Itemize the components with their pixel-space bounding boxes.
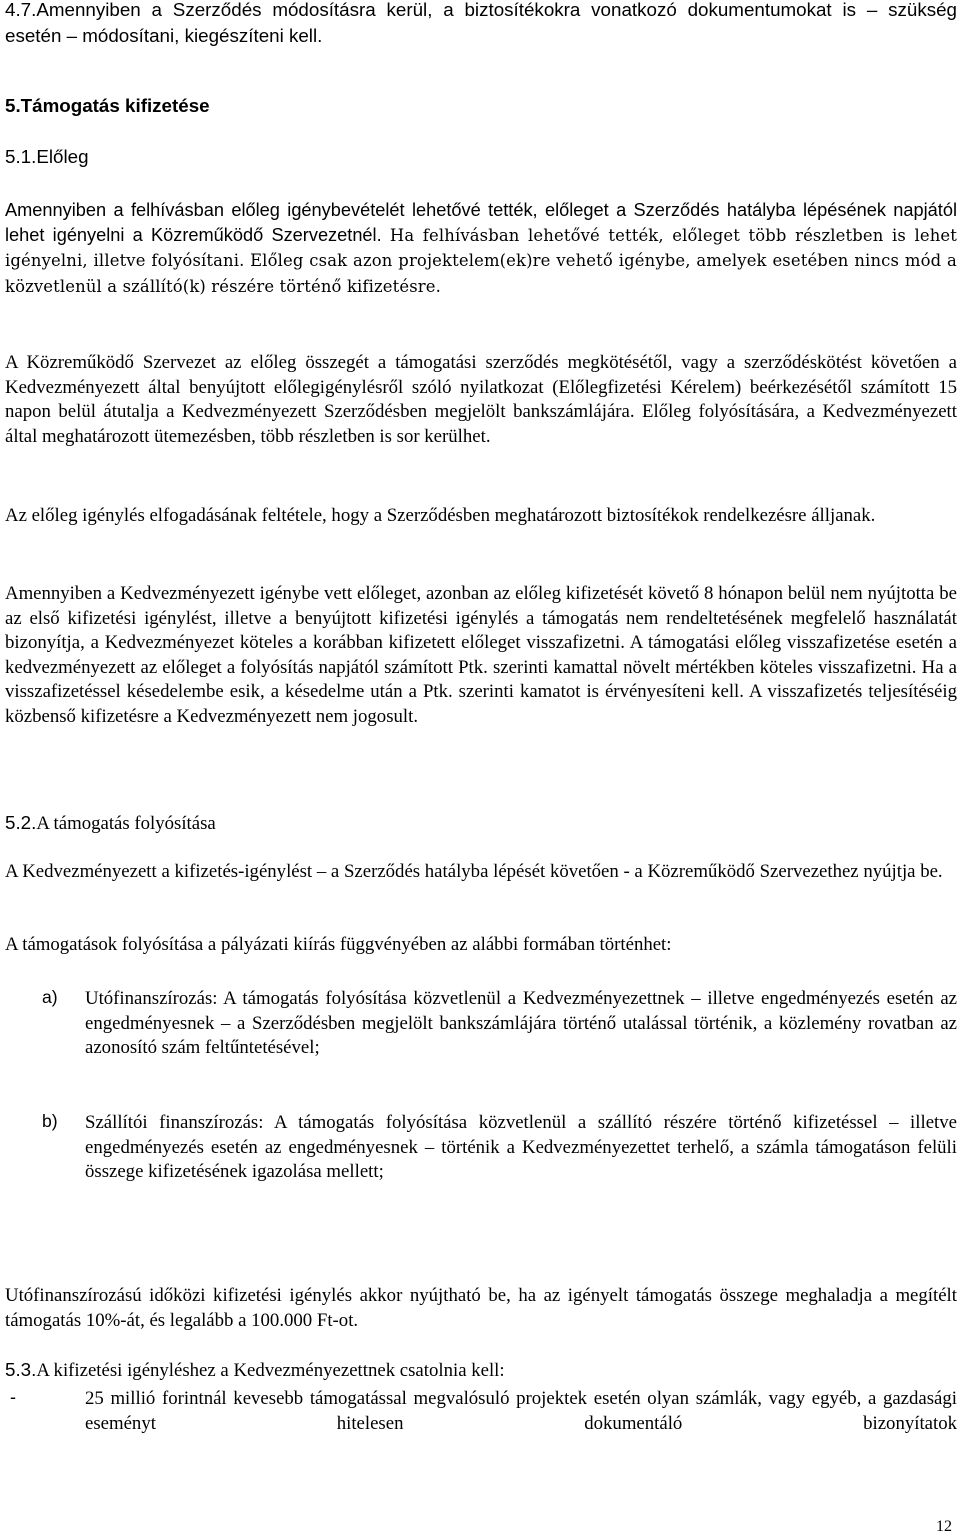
section-number: 4.7. [5,0,37,20]
section-heading: 5.Támogatás kifizetése [5,95,210,116]
list-item-text: Utófinanszírozás: A támogatás folyósítása közvetlenül a Kedvezményezettnek – illetve engedményezés esetén az engedményesnek – a Szerződésben megjelölt bankszámlájára történő utalással történik, a közlemény rovatban az azonosító szám feltűntetésével; [85,988,957,1058]
list-item-text: Szállítói finanszírozás: A támogatás folyósítása közvetlenül a szállító részére történő kifizetéssel – illetve engedményezés esetén az engedményesnek – történik a Kedvezményezettet terhelő, a számla támogatáson felüli összege kifizetésének igazolása mellett; [85,1112,957,1182]
subsection-title: A támogatás folyósítása [36,813,216,834]
list-item [42,987,957,1061]
bullet-item [10,1387,957,1436]
section-5-1-para-1 [5,198,957,299]
section-number: 5.2. [5,812,37,833]
paragraph: Utófinanszírozású időközi kifizetési igénylés akkor nyújtható be, ha az igényelt támogatás összege meghaladja a megítélt támogatás 10%-át, és legalább a 100.000 Ft-ot. [5,1285,957,1331]
section-5-2-heading-block [5,811,957,837]
section-4-7 [5,0,957,49]
list-item-label: b) [42,1111,58,1131]
section-5-3-heading-block [5,1358,957,1384]
section-5-heading-block [5,94,957,119]
page-number: 12 [936,1518,952,1535]
section-5-2-para-3 [5,1284,957,1333]
subsection-heading: 5.1.Előleg [5,146,89,167]
section-5-2-para-2 [5,933,957,958]
section-5-2-para-1 [5,860,957,885]
subsection-title: A kifizetési igényléshez a Kedvezményezettnek csatolnia kell: [36,1360,505,1381]
list-item-label: a) [42,987,58,1007]
dash-bullet: - [10,1387,16,1407]
paragraph-part: Előleg csak azon projektelem(ek)re vehető igénybe, amelyek esetében nincs mód a közvetlenül a szállító(k) részére történő kifizetésre. [5,251,957,296]
section-5-1-para-3 [5,504,957,529]
bullet-item-text: 25 millió forintnál kevesebb támogatással megvalósuló projektek esetén olyan számlák, vagy egyéb, a gazdasági eseményt hitelesen dokumentáló bizonyítatok [85,1388,957,1434]
section-5-1-heading-block [5,145,957,170]
paragraph-part: Ha felhívásban lehetővé tették, előleget több részletben is lehet igényelni, illetve folyósítani. [5,225,958,270]
paragraph-part: Amennyiben a felhívásban előleg igénybevételét lehetővé tették, előleget a Szerződés hatályba lépésének napjától lehet igényelni a Közreműködő Szervezetnél. [5,200,957,245]
paragraph: Az előleg igénylés elfogadásának feltétele, hogy a Szerződésben meghatározott biztosítékok rendelkezésre álljanak. [5,505,876,526]
paragraph: A Közreműködő Szervezet az előleg összegét a támogatási szerződés megkötésétől, vagy a szerződéskötést követően a Kedvezményezett által benyújtott előlegigénylésről szóló nyilatkozat (Előlegfizetési Kérelem) beérkezésétől számított 15 napon belül átutalja a Kedvezményezett Szerződésben megjelölt bankszámlájára. Előleg folyósítására, a Kedvezményezett által meghatározott ütemezésben, több részletben is sor kerülhet. [5,352,957,447]
paragraph: A Kedvezményezett a kifizetés-igénylést – a Szerződés hatályba lépését követően - a Közreműködő Szervezethez nyújtja be. [5,861,943,882]
list-item [42,1111,957,1185]
section-number: 5.3. [5,1359,37,1380]
section-5-1-para-2 [5,351,957,449]
paragraph: A támogatások folyósítása a pályázati kiírás függvényében az alábbi formában történhet: [5,934,672,955]
section-5-1-para-4 [5,582,957,729]
section-4-7-text: Amennyiben a Szerződés módosításra kerül, a biztosítékokra vonatkozó dokumentumokat is – szükség esetén – módosítani, kiegészíteni kell. [5,0,957,46]
paragraph: Amennyiben a Kedvezményezett igénybe vett előleget, azonban az előleg kifizetését követő 8 hónapon belül nem nyújtotta be az első kifizetési igénylést, illetve a benyújtott kifizetési igénylés a támogatás nem rendeltetésének megfelelő használatát bizonyítja, a Kedvezményezet köteles a korábban kifizetett előleget visszafizetni. A támogatási előleg visszafizetése esetén a kedvezményezett az előleget a folyósítás napjától számított Ptk. szerinti kamattal növelt mértékben köteles visszafizetni. Ha a visszafizetéssel késedelembe esik, a késedelme után a Ptk. szerinti kamatot is érvényesíteni kell. A visszafizetés teljesítéséig közbenső kifizetésre a Kedvezményezett nem jogosult. [5,583,957,727]
